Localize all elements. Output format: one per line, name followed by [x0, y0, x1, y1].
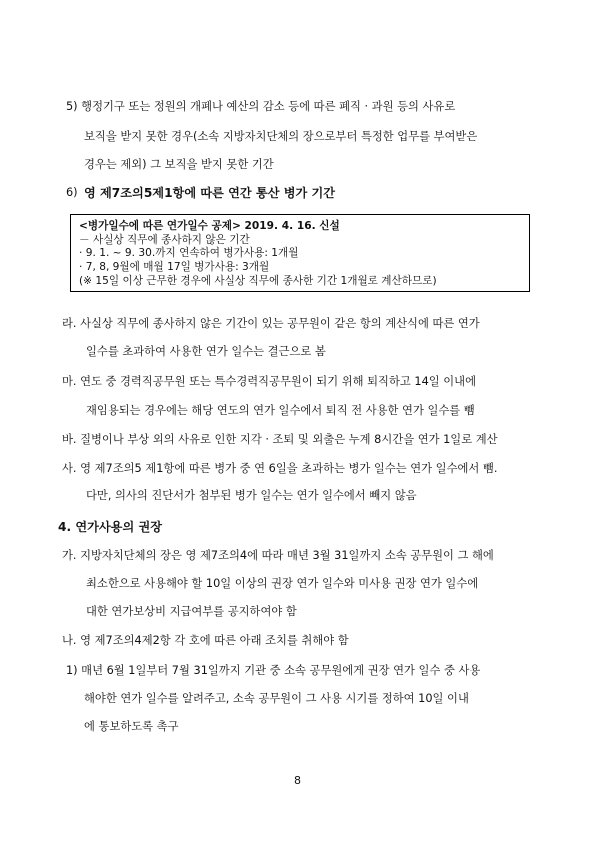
para-ma-line-2: 재임용되는 경우에는 해당 연도의 연가 일수에서 퇴직 전 사용한 연가 일수를 뺌: [86, 404, 475, 417]
para-ga-line-2: 최소한으로 사용해야 할 10일 이상의 권장 연가 일수와 미사용 권장 연가 일수에: [86, 577, 479, 590]
item5-line-3: 경우는 제외) 그 보직을 받지 못한 기간: [84, 158, 274, 171]
box-line-1: － 사실상 직무에 종사하지 않은 기간: [79, 234, 250, 246]
item1-line-1: 1) 매년 6월 1일부터 7월 31일까지 기관 중 소속 공무원에게 권장 연가 일수 중 사용: [66, 664, 481, 677]
para-ra-line-1: 라. 사실상 직무에 종사하지 않은 기간이 있는 공무원이 같은 항의 계산식에 따른 연가: [62, 317, 480, 330]
para-ga-line-1: 가. 지방자치단체의 장은 영 제7조의4에 따라 매년 3월 31일까지 소속 공무원이 그 해에: [62, 549, 494, 562]
item5-line-1: 5) 행정기구 또는 정원의 개폐나 예산의 감소 등에 따른 폐직 · 과원 등의 사유로: [66, 100, 456, 113]
para-ba-line-1: 바. 질병이나 부상 외의 사유로 인한 지각 · 조퇴 및 외출은 누계 8시간을 연가 1일로 계산: [62, 433, 498, 446]
item5-line-2: 보직을 받지 못한 경우(소속 지방자치단체의 장으로부터 특정한 업무를 부여받은: [84, 130, 478, 143]
para-ga-line-3: 대한 연가보상비 지급여부를 공지하여야 함: [86, 605, 297, 618]
deduction-box: [70, 214, 530, 292]
para-ra-line-2: 일수를 초과하여 사용한 연가 일수는 결근으로 봄: [86, 345, 326, 358]
para-na-line-1: 나. 영 제7조의4제2항 각 호에 따른 아래 조치를 취해야 함: [62, 634, 349, 647]
para-ma-line-1: 마. 연도 중 경력직공무원 또는 특수경력직공무원이 되기 위해 퇴직하고 14일 이내에: [62, 375, 477, 388]
item6-label: 6): [66, 186, 78, 199]
box-line-4: (※ 15일 이상 근무한 경우에 사실상 직무에 종사한 기간 1개월로 계산하므로): [79, 275, 437, 287]
page-number: 8: [294, 774, 301, 787]
item6-title: 영 제7조의5제1항에 따른 연간 통산 병가 기간: [84, 186, 336, 200]
section-4-title: 4. 연가사용의 권장: [58, 520, 163, 534]
box-line-2: · 9. 1. ~ 9. 30.까지 연속하여 병가사용: 1개월: [79, 247, 299, 259]
box-line-3: · 7, 8, 9월에 매월 17일 병가사용: 3개월: [79, 261, 270, 273]
item1-line-2: 해야한 연가 일수를 알려주고, 소속 공무원이 그 사용 시기를 정하여 10일 이내: [84, 692, 469, 705]
para-sa-line-2: 다만, 의사의 진단서가 첨부된 병가 일수는 연가 일수에서 빼지 않음: [86, 489, 417, 502]
box-title: <병가일수에 따른 연가일수 공제> 2019. 4. 16. 신설: [79, 220, 340, 232]
para-sa-line-1: 사. 영 제7조의5 제1항에 따른 병가 중 연 6일을 초과하는 병가 일수는 연가 일수에서 뺌.: [62, 462, 498, 475]
item1-line-3: 에 통보하도록 촉구: [84, 720, 179, 733]
